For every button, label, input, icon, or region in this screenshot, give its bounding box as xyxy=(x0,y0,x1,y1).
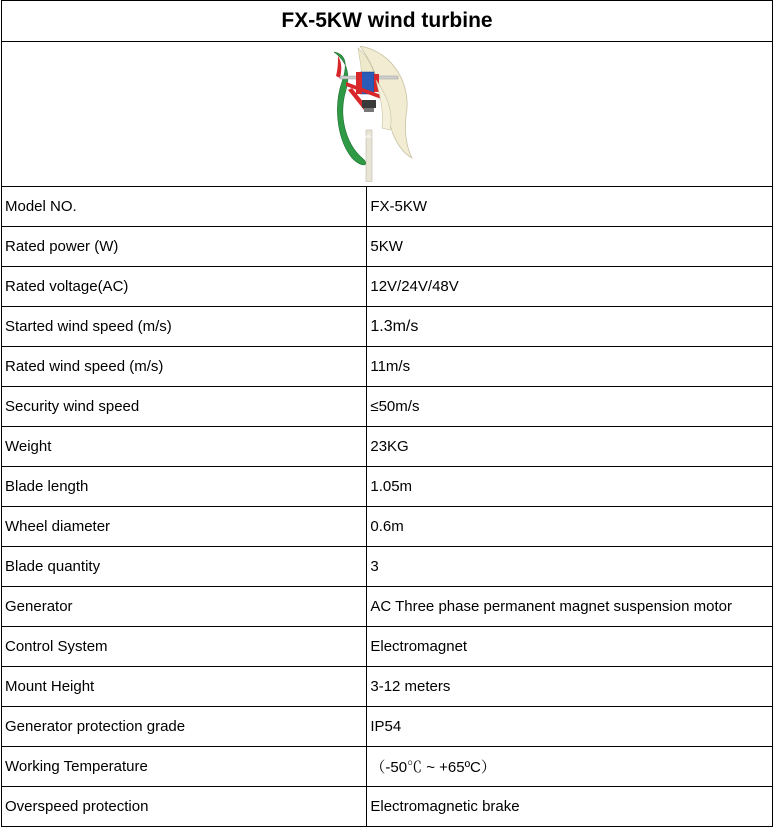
spec-row-rated-power xyxy=(2,227,773,267)
spec-label: Started wind speed (m/s) xyxy=(2,307,367,347)
spec-value: 11m/s xyxy=(367,347,773,387)
spec-row-wheel-diameter xyxy=(2,507,773,547)
spec-value: FX-5KW xyxy=(367,187,773,227)
spec-label: Blade quantity xyxy=(2,547,367,587)
spec-label: Control System xyxy=(2,627,367,667)
spec-value: 1.3m/s xyxy=(367,307,773,347)
spec-row-blade-length xyxy=(2,467,773,507)
image-row xyxy=(2,42,773,187)
spec-value: IP54 xyxy=(367,707,773,747)
spec-value: 23KG xyxy=(367,427,773,467)
spec-row-rated-wind-speed xyxy=(2,347,773,387)
spec-value: AC Three phase permanent magnet suspension motor xyxy=(367,587,773,627)
spec-row-control-system xyxy=(2,627,773,667)
image-cell xyxy=(2,42,773,187)
spec-value: Electromagnetic brake xyxy=(367,787,773,827)
wind-turbine-image xyxy=(324,46,414,182)
spec-value: 1.05m xyxy=(367,467,773,507)
spec-label: Blade length xyxy=(2,467,367,507)
spec-value: ≤50m/s xyxy=(367,387,773,427)
spec-label: Rated wind speed (m/s) xyxy=(2,347,367,387)
title-row xyxy=(2,1,773,42)
spec-value: Electromagnet xyxy=(367,627,773,667)
spec-rows xyxy=(2,187,773,827)
spec-value: （-50℃ ~ +65ºC） xyxy=(367,747,773,787)
spec-label: Generator xyxy=(2,587,367,627)
spec-row-model xyxy=(2,187,773,227)
spec-label: Rated voltage(AC) xyxy=(2,267,367,307)
spec-table xyxy=(1,0,773,827)
spec-row-weight xyxy=(2,427,773,467)
spec-row-generator xyxy=(2,587,773,627)
spec-label: Rated power (W) xyxy=(2,227,367,267)
spec-row-overspeed-protection xyxy=(2,787,773,827)
spec-label: Overspeed protection xyxy=(2,787,367,827)
table-title: FX-5KW wind turbine xyxy=(2,1,773,42)
spec-label: Weight xyxy=(2,427,367,467)
spec-row-rated-voltage xyxy=(2,267,773,307)
spec-label: Working Temperature xyxy=(2,747,367,787)
spec-label: Mount Height xyxy=(2,667,367,707)
spec-row-mount-height xyxy=(2,667,773,707)
spec-label: Model NO. xyxy=(2,187,367,227)
spec-value: 3 xyxy=(367,547,773,587)
spec-value: 12V/24V/48V xyxy=(367,267,773,307)
image-watermark: TOP POWER xyxy=(348,135,376,140)
spec-label: Generator protection grade xyxy=(2,707,367,747)
spec-value: 3-12 meters xyxy=(367,667,773,707)
spec-row-protection-grade xyxy=(2,707,773,747)
spec-row-working-temperature xyxy=(2,747,773,787)
spec-label: Wheel diameter xyxy=(2,507,367,547)
spec-label: Security wind speed xyxy=(2,387,367,427)
spec-row-security-wind-speed xyxy=(2,387,773,427)
spec-value: 0.6m xyxy=(367,507,773,547)
spec-row-started-wind-speed xyxy=(2,307,773,347)
spec-row-blade-quantity xyxy=(2,547,773,587)
spec-value: 5KW xyxy=(367,227,773,267)
